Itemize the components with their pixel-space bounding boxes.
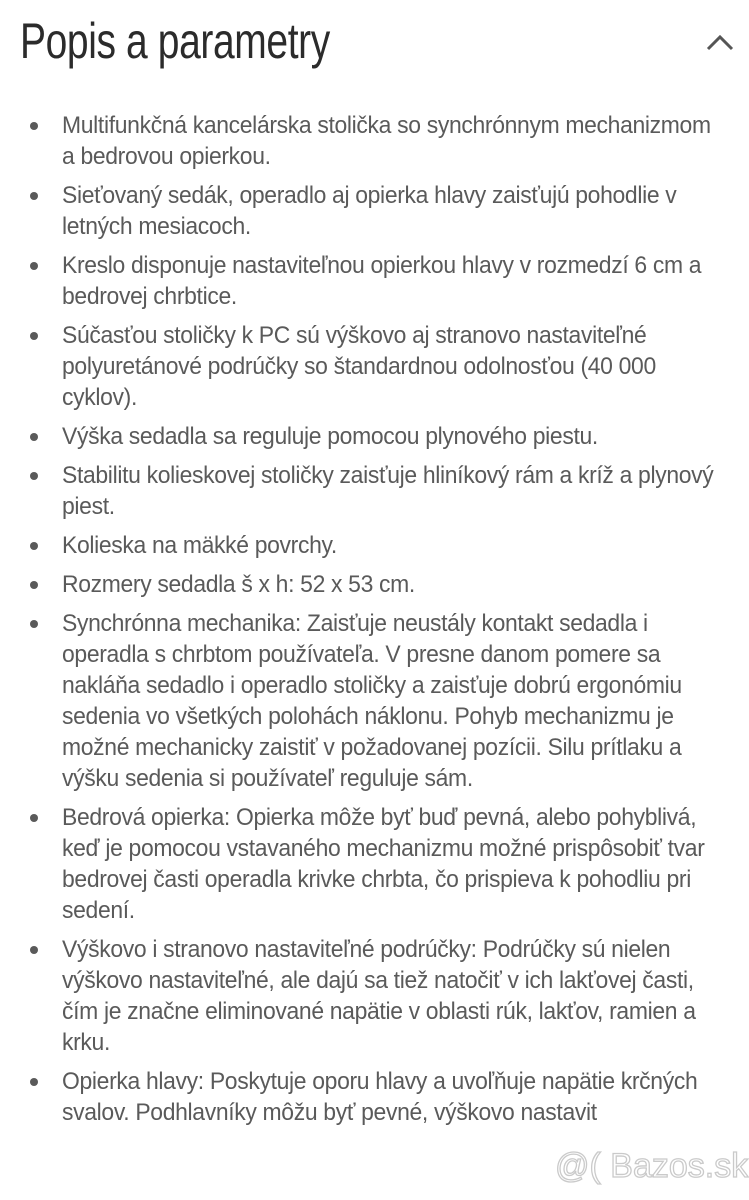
- chevron-up-icon: [700, 24, 740, 60]
- list-item-text: Sieťovaný sedák, operadlo aj opierka hlavy zaisťujú pohodlie v letných mesiacoch.: [62, 182, 677, 240]
- list-item: [0, 569, 749, 600]
- bullet-icon: [30, 581, 38, 589]
- list-item-text: Kreslo disponuje nastaviteľnou opierkou hlavy v rozmedzí 6 cm a bedrovej chrbtice.: [62, 252, 702, 310]
- list-item-text: Kolieska na mäkké povrchy.: [62, 532, 337, 559]
- list-item: [0, 802, 749, 926]
- list-item: [0, 421, 749, 452]
- list-item: [0, 250, 749, 312]
- list-item: [0, 530, 749, 561]
- list-item-text: Súčasťou stoličky k PC sú výškovo aj stranovo nastaviteľné polyuretánové podrúčky so štandardnou odolnosťou (40 000 cyklov).: [62, 322, 656, 411]
- bullet-icon: [30, 620, 38, 628]
- list-item: [0, 460, 749, 522]
- list-item-text: Synchrónna mechanika: Zaisťuje neustály kontakt sedadla i operadla s chrbtom používateľa. V presne danom pomere sa nakláňa sedadlo i operadlo stoličky a zaisťuje dobrú ergonómiu sedenia vo všetkých polohách náklonu. Pohyb mechanizmu je možné mechanicky zaistiť v požadovanej pozícii. Silu prítlaku a výšku sedenia si používateľ reguluje sám.: [62, 610, 682, 792]
- bullet-icon: [30, 814, 38, 822]
- list-item: [0, 180, 749, 242]
- feature-list: [0, 110, 749, 1136]
- list-item-text: Stabilitu kolieskovej stoličky zaisťuje hliníkový rám a kríž a plynový piest.: [62, 462, 714, 520]
- list-item-text: Výška sedadla sa reguluje pomocou plynového piestu.: [62, 423, 598, 450]
- list-item: [0, 1066, 749, 1128]
- list-item-text: Multifunkčná kancelárska stolička so synchrónnym mechanizmom a bedrovou opierkou.: [62, 112, 711, 170]
- list-item-text: Rozmery sedadla š x h: 52 x 53 cm.: [62, 571, 415, 598]
- list-item: [0, 110, 749, 172]
- bullet-icon: [30, 122, 38, 130]
- list-item: [0, 934, 749, 1058]
- list-item: [0, 320, 749, 413]
- bullet-icon: [30, 332, 38, 340]
- list-item: [0, 608, 749, 794]
- bullet-icon: [30, 192, 38, 200]
- bullet-icon: [30, 262, 38, 270]
- section-title: Popis a parametry: [20, 13, 330, 69]
- bullet-icon: [30, 472, 38, 480]
- bazos-watermark: @( Bazos.sk: [555, 1147, 749, 1185]
- bullet-icon: [30, 433, 38, 441]
- bullet-icon: [30, 1078, 38, 1086]
- list-item-text: Bedrová opierka: Opierka môže byť buď pevná, alebo pohyblivá, keď je pomocou vstavaného mechanizmu možné prispôsobiť tvar bedrovej časti operadla krivke chrbta, čo prispieva k pohodliu pri sedení.: [62, 804, 705, 924]
- section-header: [0, 0, 749, 95]
- bullet-icon: [30, 946, 38, 954]
- bullet-icon: [30, 542, 38, 550]
- list-item-text: Výškovo i stranovo nastaviteľné podrúčky: Podrúčky sú nielen výškovo nastaviteľné, ale dajú sa tiež natočiť v ich lakťovej časti, čím je značne eliminované napätie v oblasti rúk, lakťov, ramien a krku.: [62, 936, 696, 1056]
- collapse-toggle-button[interactable]: [700, 24, 740, 60]
- list-item-text: Opierka hlavy: Poskytuje oporu hlavy a uvoľňuje napätie krčných svalov. Podhlavníky môžu byť pevné, výškovo nastavit: [62, 1068, 698, 1126]
